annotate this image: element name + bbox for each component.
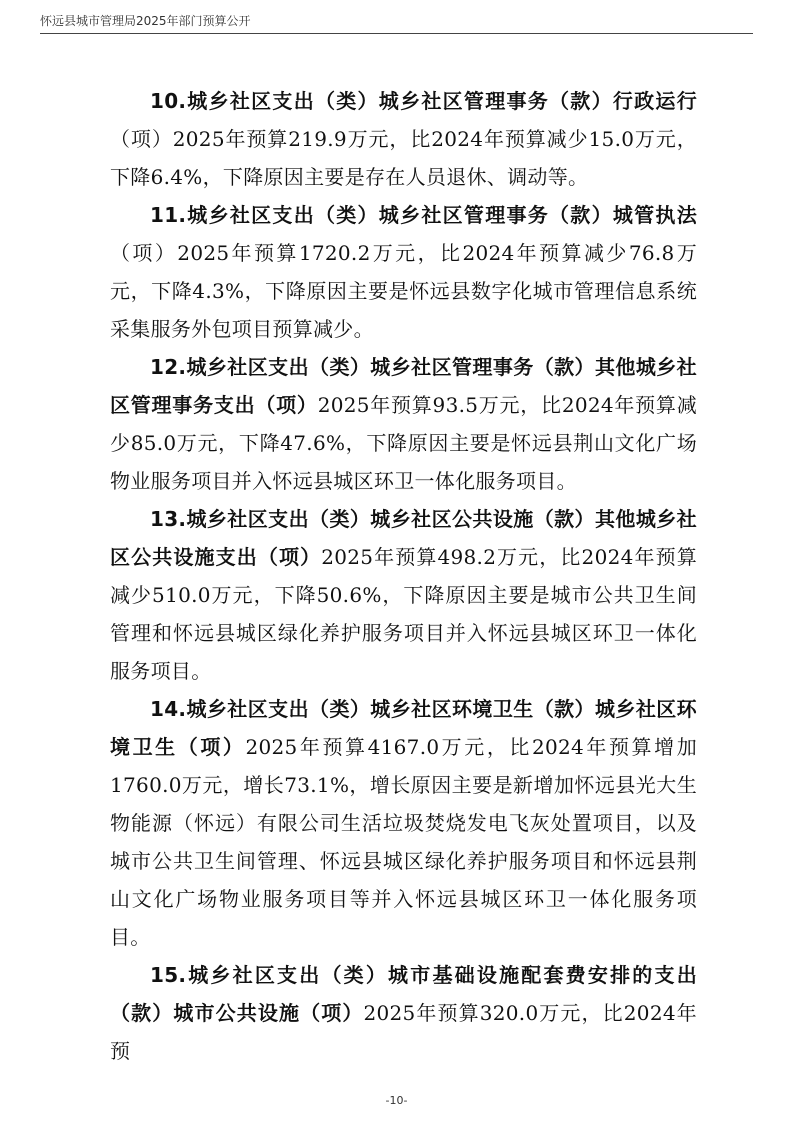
paragraph-heading: 12.城乡社区支出（类）城乡社区管理事务（款）其他城乡社区管理事务支出（项） (110, 355, 697, 417)
paragraph-heading: 10.城乡社区支出（类）城乡社区管理事务（款）行政运行 (150, 89, 697, 113)
paragraph-text: 2025年预算498.2万元，比2024年预算减少510.0万元，下降50.6%，下降原因主要是城市公共卫生间管理和怀远县城区绿化养护服务项目并入怀远县城区环卫一体化服务项目。 (110, 545, 697, 683)
paragraph-text: （项）2025年预算1720.2万元，比2024年预算减少76.8万元，下降4.3%，下降原因主要是怀远县数字化城市管理信息系统采集服务外包项目预算减少。 (110, 241, 697, 341)
page-number: -10- (385, 1094, 408, 1107)
paragraph-text: 2025年预算320.0万元，比2024年预 (110, 1001, 697, 1063)
header-divider (40, 33, 753, 34)
document-body (110, 82, 697, 1070)
paragraph-text: （项）2025年预算219.9万元，比2024年预算减少15.0万元，下降6.4%，下降原因主要是存在人员退休、调动等。 (110, 127, 697, 189)
paragraph-heading: 13.城乡社区支出（类）城乡社区公共设施（款）其他城乡社区公共设施支出（项） (110, 507, 697, 569)
paragraph-13 (110, 500, 697, 690)
paragraph-text: 2025年预算93.5万元，比2024年预算减少85.0万元，下降47.6%，下降原因主要是怀远县荆山文化广场物业服务项目并入怀远县城区环卫一体化服务项目。 (110, 393, 698, 493)
paragraph-10 (110, 82, 697, 196)
paragraph-11 (110, 196, 697, 348)
paragraph-heading: 11.城乡社区支出（类）城乡社区管理事务（款）城管执法 (150, 203, 697, 227)
paragraph-heading: 14.城乡社区支出（类）城乡社区环境卫生（款）城乡社区环境卫生（项） (110, 697, 697, 759)
paragraph-heading: 15.城乡社区支出（类）城市基础设施配套费安排的支出（款）城市公共设施（项） (110, 963, 697, 1025)
paragraph-12 (110, 348, 697, 500)
paragraph-text: 2025年预算4167.0万元，比2024年预算增加1760.0万元，增长73.1%，增长原因主要是新增加怀远县光大生物能源（怀远）有限公司生活垃圾焚烧发电飞灰处置项目，以及城市公共卫生间管理、怀远县城区绿化养护服务项目和怀远县荆山文化广场物业服务项目等并入怀远县城区环卫一体化服务项目。 (110, 735, 697, 949)
paragraph-15 (110, 956, 697, 1070)
page-header (40, 10, 753, 34)
paragraph-14 (110, 690, 697, 956)
header-title: 怀远县城市管理局2025年部门预算公开 (40, 14, 251, 28)
